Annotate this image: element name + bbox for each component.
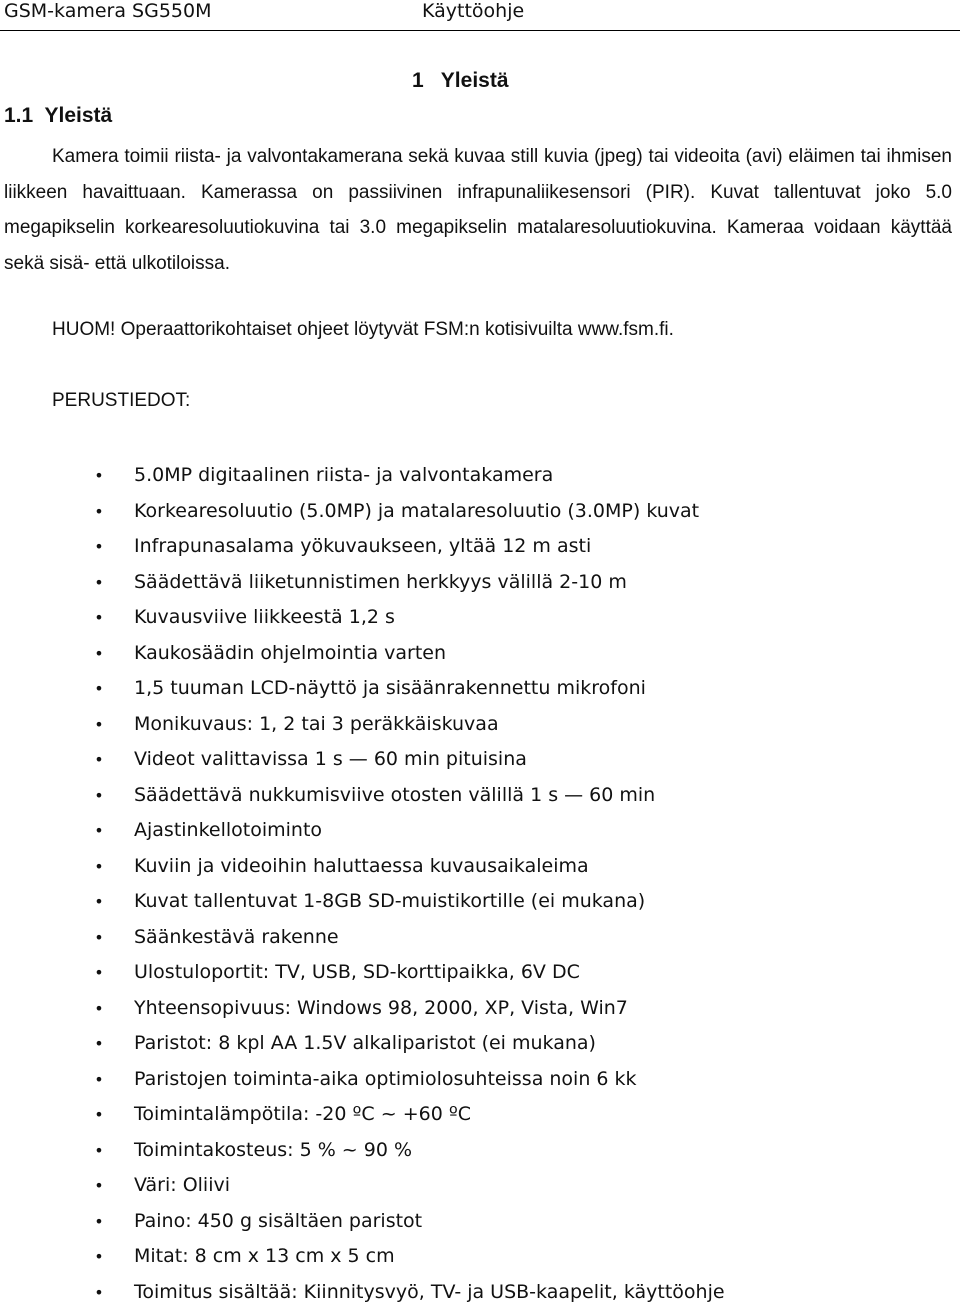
bullet-icon: • bbox=[93, 884, 105, 920]
feature-text: Säädettävä nukkumisviive otosten välillä 1 s — 60 min bbox=[134, 778, 655, 814]
feature-text: Toimintakosteus: 5 % ~ 90 % bbox=[134, 1133, 412, 1169]
feature-text: Kuvausviive liikkeestä 1,2 s bbox=[134, 600, 395, 636]
feature-text: Infrapunasalama yökuvaukseen, yltää 12 m asti bbox=[134, 529, 591, 565]
bullet-icon: • bbox=[93, 778, 105, 814]
bullet-icon: • bbox=[93, 1168, 105, 1204]
basics-heading: PERUSTIEDOT: bbox=[52, 390, 190, 412]
bullet-icon: • bbox=[93, 494, 105, 530]
feature-text: Toimintalämpötila: -20 ºC ~ +60 ºC bbox=[134, 1097, 471, 1133]
feature-text: Mitat: 8 cm x 13 cm x 5 cm bbox=[134, 1239, 395, 1275]
feature-text: Korkearesoluutio (5.0MP) ja matalaresoluutio (3.0MP) kuvat bbox=[134, 494, 699, 530]
bullet-icon: • bbox=[93, 955, 105, 991]
bullet-icon: • bbox=[93, 1133, 105, 1169]
feature-text: Säädettävä liiketunnistimen herkkyys välillä 2-10 m bbox=[134, 565, 627, 601]
bullet-icon: • bbox=[93, 1026, 105, 1062]
feature-text: Kuvat tallentuvat 1-8GB SD-muistikortille (ei mukana) bbox=[134, 884, 645, 920]
bullet-icon: • bbox=[93, 1097, 105, 1133]
feature-text: Toimitus sisältää: Kiinnitysvyö, TV- ja USB-kaapelit, käyttöohje bbox=[134, 1275, 725, 1310]
bullet-icon: • bbox=[93, 529, 105, 565]
bullet-icon: • bbox=[93, 671, 105, 707]
bullet-icon: • bbox=[93, 636, 105, 672]
bullet-icon: • bbox=[93, 600, 105, 636]
bullet-icon: • bbox=[93, 1204, 105, 1240]
bullet-icon: • bbox=[93, 565, 105, 601]
feature-text: Säänkestävä rakenne bbox=[134, 920, 339, 956]
feature-text: Kaukosäädin ohjelmointia varten bbox=[134, 636, 446, 672]
intro-paragraph: Kamera toimii riista- ja valvontakamerana sekä kuvaa still kuvia (jpeg) tai videoita (avi) eläimen tai ihmisen liikkeen havaittuaan. Kamerassa on passiivinen infrapunaliikesensori (PIR). Kuvat tallentuvat joko 5.0 megapikselin korkearesoluutiokuvina tai 3.0 megapikselin matalaresoluutiokuvina. Kameraa voidaan käyttää sekä sisä- että ulkotiloissa. bbox=[4, 139, 952, 281]
page-header bbox=[0, 0, 960, 31]
bullet-icon: • bbox=[93, 920, 105, 956]
feature-text: Ulostuloportit: TV, USB, SD-korttipaikka, 6V DC bbox=[134, 955, 580, 991]
bullet-icon: • bbox=[93, 742, 105, 778]
feature-text: Videot valittavissa 1 s — 60 min pituisina bbox=[134, 742, 527, 778]
note-text: HUOM! Operaattorikohtaiset ohjeet löytyvät FSM:n kotisivuilta www.fsm.fi. bbox=[52, 319, 674, 341]
bullet-icon: • bbox=[93, 1275, 105, 1310]
bullet-icon: • bbox=[93, 849, 105, 885]
feature-text: Monikuvaus: 1, 2 tai 3 peräkkäiskuvaa bbox=[134, 707, 499, 743]
document-product-name: GSM-kamera SG550M bbox=[4, 0, 211, 22]
feature-text: Yhteensopivuus: Windows 98, 2000, XP, Vista, Win7 bbox=[134, 991, 628, 1027]
feature-text: Paristot: 8 kpl AA 1.5V alkaliparistot (ei mukana) bbox=[134, 1026, 596, 1062]
feature-text: Ajastinkellotoiminto bbox=[134, 813, 322, 849]
feature-text: Paino: 450 g sisältäen paristot bbox=[134, 1204, 422, 1240]
document-type: Käyttöohje bbox=[422, 0, 524, 22]
feature-text: 1,5 tuuman LCD-näyttö ja sisäänrakennettu mikrofoni bbox=[134, 671, 646, 707]
bullet-icon: • bbox=[93, 1062, 105, 1098]
bullet-icon: • bbox=[93, 1239, 105, 1275]
section-title: 1.1 Yleistä bbox=[4, 104, 112, 128]
bullet-icon: • bbox=[93, 991, 105, 1027]
feature-text: Kuviin ja videoihin haluttaessa kuvausaikaleima bbox=[134, 849, 589, 885]
feature-text: Paristojen toiminta-aika optimiolosuhteissa noin 6 kk bbox=[134, 1062, 637, 1098]
bullet-icon: • bbox=[93, 458, 105, 494]
feature-text: Väri: Oliivi bbox=[134, 1168, 230, 1204]
feature-text: 5.0MP digitaalinen riista- ja valvontakamera bbox=[134, 458, 553, 494]
chapter-title: 1 Yleistä bbox=[412, 69, 509, 93]
bullet-icon: • bbox=[93, 813, 105, 849]
bullet-icon: • bbox=[93, 707, 105, 743]
